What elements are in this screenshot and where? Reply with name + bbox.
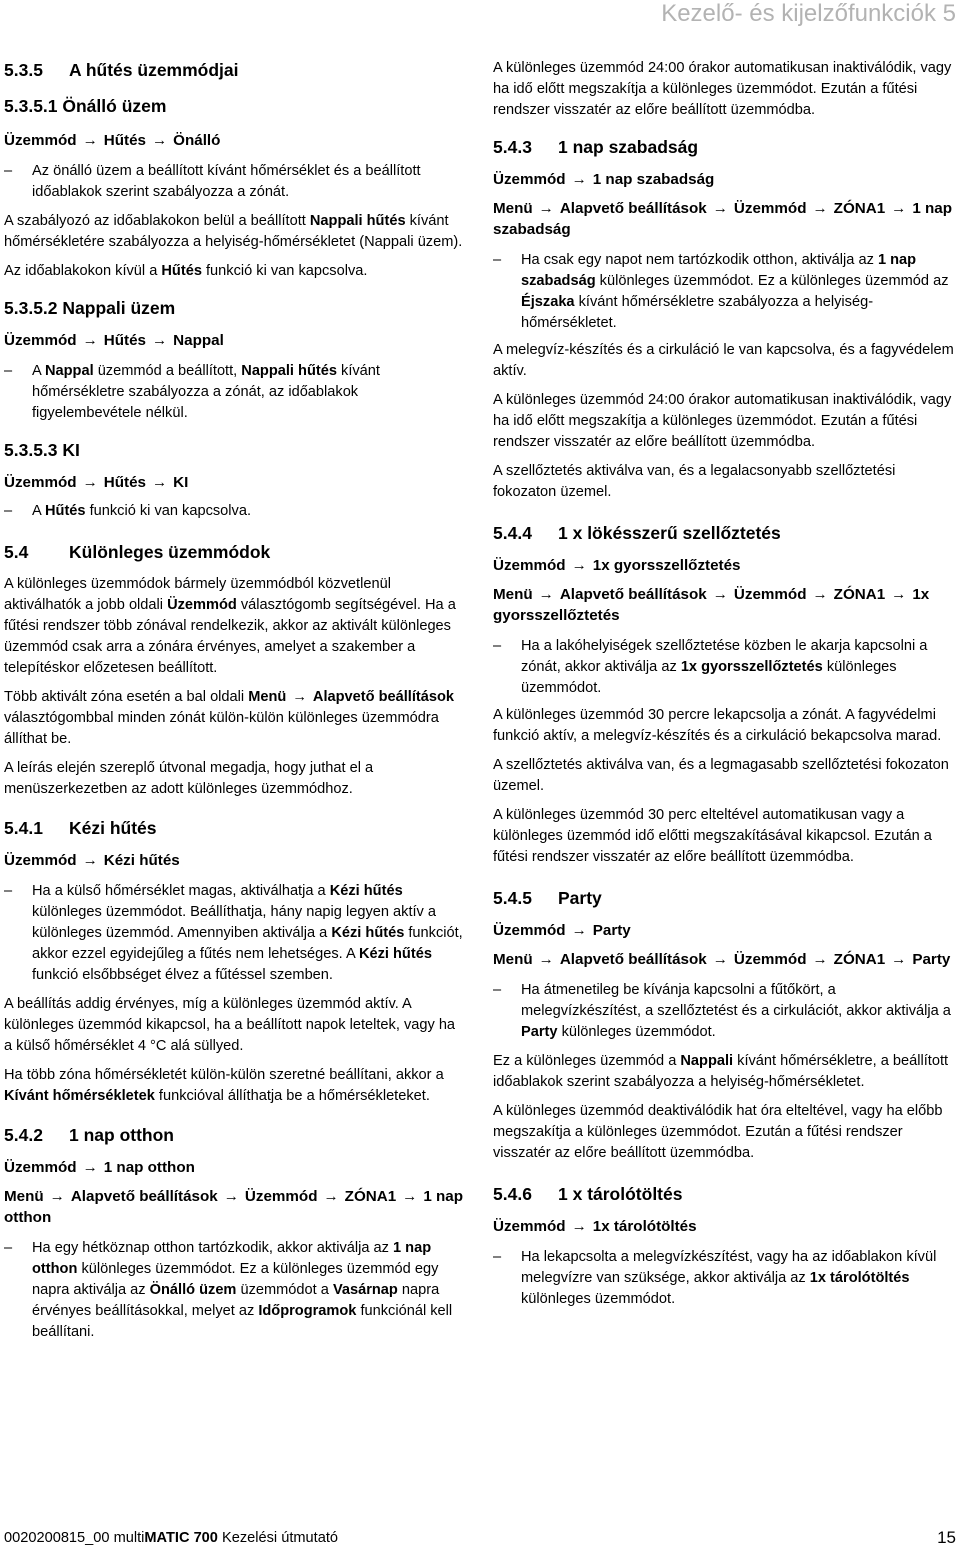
section-heading-5-3-5-2: 5.3.5.2 Nappali üzem bbox=[4, 298, 176, 318]
list-item: – Ha egy hétköznap otthon tartózkodik, akkor aktiválja az 1 nap otthon különleges üzemmódot. Ez a különleges üzemmód egy napra aktiválja az Önálló üzem üzemmódot a Vasárnap napra érvényes beállításokkal, melyet az Időprogramok funkciónál kell beállítani. bbox=[4, 1240, 453, 1340]
paragraph: A különleges üzemmód 30 perc elteltével automatikusan vagy a különleges üzemmód idő előtti megszakításával kikapcsol. Ezután a fűtési rendszer visszatér az előre beállított üzemmódba. bbox=[493, 807, 932, 865]
document-id: 0020200815_00 bbox=[4, 1530, 110, 1546]
menu-path: Menü → Alapvető beállítások → Üzemmód → ZÓNA1 → 1 nap otthon bbox=[4, 1188, 464, 1226]
paragraph: A szellőztetés aktiválva van, és a legmagasabb szellőztetési fokozaton üzemel. bbox=[493, 757, 949, 794]
paragraph: A különleges üzemmódok bármely üzemmódból közvetlenül aktiválhatók a jobb oldali Üzemmód választógomb segítségével. Ha a fűtési rendszer több zónával rendelkezik, akkor az aktivált különleges üzemmód csak arra a zónára érvényes, amelyet a szakember a telepítéskor előzetesen beállított. bbox=[4, 576, 456, 676]
section-heading-5-4-2: 5.4.2 1 nap otthon bbox=[4, 1125, 174, 1145]
left-column bbox=[4, 58, 466, 1343]
paragraph: A beállítás addig érvényes, míg a különleges üzemmód aktív. A különleges üzemmód kikapcsol, ha a beállított napok leteltek, vagy ha a külső hőmérséklet 4 °C alá süllyed. bbox=[4, 996, 456, 1054]
list-item: – Ha csak egy napot nem tartózkodik otthon, aktiválja az 1 nap szabadság különleges üzemmódot. Ez a különleges üzemmód az Éjszaka kívánt hőmérsékletre szabályozza a helyiség-hőmérsékletet. bbox=[493, 252, 949, 331]
menu-path: Üzemmód → Kézi hűtés bbox=[4, 852, 180, 869]
section-heading-5-3-5-3: 5.3.5.3 KI bbox=[4, 440, 80, 460]
running-header: Kezelő- és kijelzőfunkciók 5 bbox=[661, 0, 956, 27]
list-item: – Ha a lakóhelyiségek szellőztetése közben le akarja kapcsolni a zónát, akkor aktiválja az 1x gyorsszellőztetés különleges üzemmódot. bbox=[493, 638, 928, 696]
paragraph: A leírás elején szereplő útvonal megadja, hogy juthat el a menüszerkezetben az adott különleges üzemmódhoz. bbox=[4, 760, 374, 797]
paragraph: Több aktivált zóna esetén a bal oldali Menü → Alapvető beállítások választógombbal minden zónát külön-külön különleges üzemmódra állíthat be. bbox=[4, 689, 455, 747]
paragraph: Az időablakokon kívül a Hűtés funkció ki van kapcsolva. bbox=[4, 263, 368, 279]
menu-path: Üzemmód → Hűtés → KI bbox=[4, 474, 189, 491]
list-item: – A Nappal üzemmód a beállított, Nappali hűtés kívánt hőmérsékletre szabályozza a zónát, az időablakok figyelembevétele nélkül. bbox=[4, 363, 380, 421]
paragraph: A szellőztetés aktiválva van, és a legalacsonyabb szellőztetési fokozaton üzemel. bbox=[493, 463, 896, 500]
section-heading-5-4-5: 5.4.5 Party bbox=[493, 888, 602, 908]
document-name: Kezelési útmutató bbox=[221, 1530, 338, 1546]
section-heading-5-4-6: 5.4.6 1 x tárolótöltés bbox=[493, 1184, 683, 1204]
list-item: – Ha átmenetileg be kívánja kapcsolni a fűtőkört, a melegvízkészítést, a szellőztetést és a cirkulációt, akkor aktiválja a Party különleges üzemmódot. bbox=[493, 982, 951, 1040]
menu-path: Üzemmód → 1x gyorsszellőztetés bbox=[493, 557, 741, 574]
list-item: – Az önálló üzem a beállított kívánt hőmérséklet és a beállított időablakok szerint szabályozza a zónát. bbox=[4, 163, 421, 200]
list-item: – A Hűtés funkció ki van kapcsolva. bbox=[4, 503, 252, 519]
menu-path: Menü → Alapvető beállítások → Üzemmód → ZÓNA1 → 1x gyorsszellőztetés bbox=[493, 586, 930, 624]
list-item: – Ha a külső hőmérséklet magas, aktiválhatja a Kézi hűtés különleges üzemmódot. Beállíthatja, hány napig legyen aktív a különleges üzemmód. Amennyiben aktiválja a Kézi hűtés funkciót, akkor ezzel egyidejűleg a fűtés nem lehetséges. A Kézi hűtés funkció elsőbbséget élvez a fűtéssel szemben. bbox=[4, 883, 463, 983]
menu-path: Üzemmód → 1x tárolótöltés bbox=[493, 1218, 697, 1235]
right-column bbox=[493, 58, 955, 1310]
paragraph: Ha több zóna hőmérsékletét külön-külön szeretné beállítani, akkor a Kívánt hőmérsékletek funkcióval állíthatja be a hőmérsékleteket. bbox=[4, 1067, 444, 1104]
product-brand: multiMATIC 700 bbox=[113, 1530, 218, 1546]
section-heading-5-3-5: 5.3.5 A hűtés üzemmódjai bbox=[4, 60, 239, 80]
menu-path: Üzemmód → Hűtés → Nappal bbox=[4, 332, 224, 349]
paragraph: A melegvíz-készítés és a cirkuláció le van kapcsolva, és a fagyvédelem aktív. bbox=[493, 342, 954, 379]
menu-path: Üzemmód → 1 nap otthon bbox=[4, 1159, 195, 1176]
menu-path: Üzemmód → Party bbox=[493, 922, 631, 939]
paragraph: A különleges üzemmód 24:00 órakor automatikusan inaktiválódik, vagy ha idő előtt megszakítja a különleges üzemmódot. Ezután a fűtési rendszer visszatér az előre beállított üzemmódba. bbox=[493, 392, 952, 450]
section-heading-5-3-5-1: 5.3.5.1 Önálló üzem bbox=[4, 96, 167, 116]
paragraph: A szabályozó az időablakokon belül a beállított Nappali hűtés kívánt hőmérsékletére szabályozza a helyiség-hőmérsékletet (Nappali üzem). bbox=[4, 213, 463, 250]
section-heading-5-4-1: 5.4.1 Kézi hűtés bbox=[4, 818, 157, 838]
paragraph: A különleges üzemmód deaktiválódik hat óra elteltével, vagy ha előbb megszakítja a különleges üzemmódot. Ezután a fűtési rendszer visszatér az előre beállított üzemmódba. bbox=[493, 1103, 943, 1161]
footer-document-info bbox=[4, 1530, 338, 1546]
menu-path: Menü → Alapvető beállítások → Üzemmód → ZÓNA1 → 1 nap szabadság bbox=[493, 200, 953, 238]
section-heading-5-4: 5.4 Különleges üzemmódok bbox=[4, 542, 271, 562]
paragraph: A különleges üzemmód 24:00 órakor automatikusan inaktiválódik, vagy ha idő előtt megszakítja a különleges üzemmódot. Ezután a fűtési rendszer visszatér az előre beállított üzemmódba. bbox=[493, 60, 952, 118]
list-item: – Ha lekapcsolta a melegvízkészítést, vagy ha az időablakon kívül melegvízre van szüksége, akkor aktiválja az 1x tárolótöltés különleges üzemmódot. bbox=[493, 1249, 937, 1307]
menu-path: Üzemmód → 1 nap szabadság bbox=[493, 171, 715, 188]
paragraph: A különleges üzemmód 30 percre lekapcsolja a zónát. A fagyvédelmi funkció aktív, a melegvíz-készítés és a cirkuláció bekapcsolva marad. bbox=[493, 707, 942, 744]
page-number: 15 bbox=[937, 1528, 956, 1547]
menu-path: Menü → Alapvető beállítások → Üzemmód → ZÓNA1 → Party bbox=[493, 951, 951, 968]
section-heading-5-4-3: 5.4.3 1 nap szabadság bbox=[493, 137, 699, 157]
section-heading-5-4-4: 5.4.4 1 x lökésszerű szellőztetés bbox=[493, 523, 781, 543]
paragraph: Ez a különleges üzemmód a Nappali kívánt hőmérsékletre, a beállított időablakok szerint szabályozza a helyiség-hőmérsékletet. bbox=[493, 1053, 949, 1090]
menu-path: Üzemmód → Hűtés → Önálló bbox=[4, 132, 221, 149]
